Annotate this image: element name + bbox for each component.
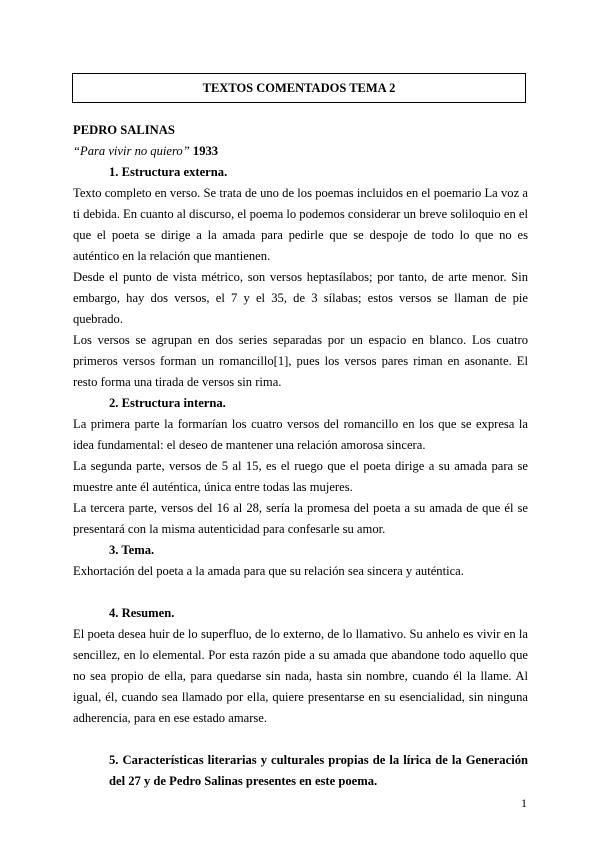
paragraph: El poeta desea huir de lo superfluo, de lo externo, de lo llamativo. Su anhelo es vivir en la sencillez, en lo elemental. Por esta razón pide a su amada que abandone todo aquello que no sea propio de ella, para quedarse sin nada, hasta sin nombre, cuando él la llame. Al igual, él, cuando sea llamado por ella, quiere presentarse en su esencialidad, sin ninguna adherencia, para en ese estado amarse. <box>73 627 528 725</box>
section-heading-tema: 3. Tema. <box>109 543 155 557</box>
paragraph: La tercera parte, versos del 16 al 28, sería la promesa del poeta a su amada de que él se presentará con la misma autenticidad para confesarle su amor. <box>73 501 528 536</box>
document-title: TEXTOS COMENTADOS TEMA 2 <box>202 80 396 95</box>
author-name: PEDRO SALINAS <box>73 123 175 137</box>
paragraph: La primera parte la formarían los cuatro versos del romancillo en los que se expresa la idea fundamental: el deseo de mantener una relación amorosa sincera. <box>73 417 528 452</box>
paragraph: Desde el punto de vista métrico, son versos heptasílabos; por tanto, de arte menor. Sin embargo, hay dos versos, el 7 y el 35, de 3 sílabas; estos versos se llaman de pie quebrado. <box>73 270 528 326</box>
poem-title-line <box>73 141 528 162</box>
section-heading-resumen: 4. Resumen. <box>109 606 175 620</box>
document-title-box <box>72 73 526 103</box>
document-body <box>73 120 528 792</box>
section-heading-estructura-interna: 2. Estructura interna. <box>109 396 226 410</box>
spacer <box>73 729 528 750</box>
paragraph: Texto completo en verso. Se trata de uno de los poemas incluidos en el poemario La voz a ti debida. En cuanto al discurso, el poema lo podemos considerar un breve soliloquio en el que el poeta se dirige a la amada para pedirle que se despoje de todo lo que no es auténtico en la relación que mantienen. <box>73 186 529 263</box>
poem-title: “Para vivir no quiero” <box>73 144 190 158</box>
page-number: 1 <box>521 796 527 810</box>
section-heading-caracteristicas: 5. Características literarias y culturales propias de la lírica de la Generación del 27 y de Pedro Salinas presentes en este poema. <box>109 753 528 788</box>
spacer <box>73 582 528 603</box>
paragraph: Exhortación del poeta a la amada para que su relación sea sincera y auténtica. <box>73 564 464 578</box>
poem-year: 1933 <box>192 144 219 158</box>
paragraph: Los versos se agrupan en dos series separadas por un espacio en blanco. Los cuatro primeros versos forman un romancillo[1], pues los versos pares riman en asonante. El resto forma una tirada de versos sin rima. <box>73 333 528 389</box>
paragraph: La segunda parte, versos de 5 al 15, es el ruego que el poeta dirige a su amada para se muestre ante él auténtica, única entre todas las mujeres. <box>73 459 528 494</box>
section-heading-estructura-externa: 1. Estructura externa. <box>109 165 228 179</box>
